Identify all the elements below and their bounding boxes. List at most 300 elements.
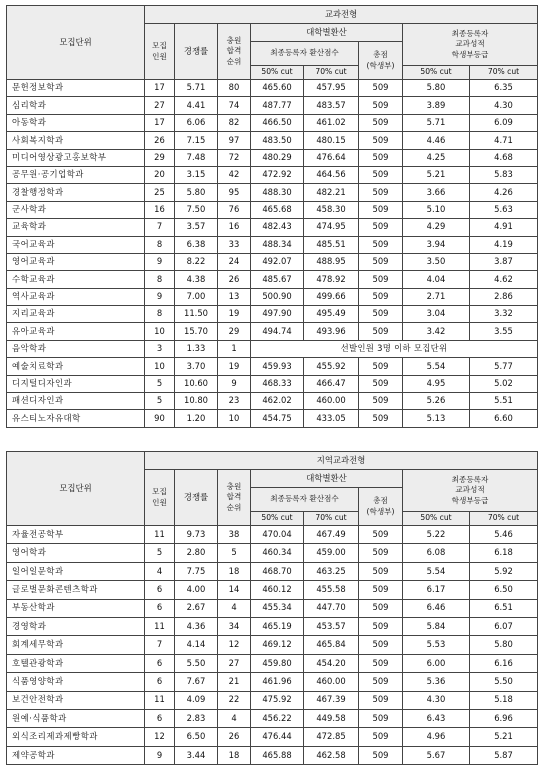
cell-score-cut70: 499.66 (304, 288, 359, 305)
cell-total: 509 (359, 581, 403, 599)
cell-grade-cut70: 5.02 (470, 375, 538, 392)
table-row (7, 375, 538, 392)
cell-score-cut50: 465.88 (251, 746, 304, 764)
cell-grade-cut50: 4.96 (403, 728, 470, 746)
cell-score-cut70: 453.57 (304, 617, 359, 635)
cell-quota: 6 (145, 709, 175, 727)
cell-grade-cut70: 5.83 (470, 166, 538, 183)
cell-quota: 5 (145, 393, 175, 410)
cell-ratio: 6.06 (175, 114, 218, 131)
cell-unit: 지리교육과 (7, 306, 145, 323)
cell-ratio: 7.67 (175, 673, 218, 691)
cell-rank: 34 (218, 617, 251, 635)
cell-score-cut70: 460.00 (304, 673, 359, 691)
table-row (7, 97, 538, 114)
cell-rank: 19 (218, 358, 251, 375)
cell-grade-cut70: 4.26 (470, 184, 538, 201)
cell-rank: 1 (218, 340, 251, 357)
cell-rank: 76 (218, 201, 251, 218)
cell-quota: 3 (145, 340, 175, 357)
table-row (7, 581, 538, 599)
cell-rank: 9 (218, 375, 251, 392)
cell-rank: 29 (218, 323, 251, 340)
cell-unit: 식품영양학과 (7, 673, 145, 691)
cell-score-cut50: 487.77 (251, 97, 304, 114)
cell-unit: 사회복지학과 (7, 132, 145, 149)
cell-rank: 95 (218, 184, 251, 201)
table-row (7, 691, 538, 709)
cell-score-cut50: 469.12 (251, 636, 304, 654)
header-rank: 충원 합격 순위 (218, 24, 251, 80)
cell-total: 509 (359, 219, 403, 236)
header-conv-score: 최종등록자 환산점수 (251, 488, 359, 512)
cell-score-cut70: 465.84 (304, 636, 359, 654)
table-row (7, 149, 538, 166)
header-conversion: 대학별환산 (251, 24, 403, 42)
cell-grade-cut70: 6.35 (470, 80, 538, 97)
cell-unit: 영어교육과 (7, 253, 145, 270)
cell-unit: 수학교육과 (7, 271, 145, 288)
cell-grade-cut70: 5.50 (470, 673, 538, 691)
header-total: 총점 (학생부) (359, 488, 403, 526)
cell-rank: 42 (218, 166, 251, 183)
cell-total: 509 (359, 728, 403, 746)
cell-quota: 26 (145, 132, 175, 149)
header-conversion: 대학별환산 (251, 470, 403, 488)
cell-grade-cut50: 3.66 (403, 184, 470, 201)
header-grade-cut70: 70% cut (470, 66, 538, 80)
cell-grade-cut50: 5.36 (403, 673, 470, 691)
cell-ratio: 4.00 (175, 581, 218, 599)
cell-quota: 29 (145, 149, 175, 166)
cell-rank: 13 (218, 288, 251, 305)
header-ratio: 경쟁률 (175, 24, 218, 80)
cell-unit: 보건안전학과 (7, 691, 145, 709)
cell-total: 509 (359, 184, 403, 201)
header-rank: 충원 합격 순위 (218, 470, 251, 526)
cell-unit: 일어일문학과 (7, 562, 145, 580)
cell-quota: 27 (145, 97, 175, 114)
cell-grade-cut50: 5.84 (403, 617, 470, 635)
cell-score-cut70: 455.58 (304, 581, 359, 599)
cell-rank: 33 (218, 236, 251, 253)
cell-grade-cut50: 5.80 (403, 80, 470, 97)
cell-grade-cut50: 4.25 (403, 149, 470, 166)
cell-unit: 글로벌문화콘텐츠학과 (7, 581, 145, 599)
cell-ratio: 6.38 (175, 236, 218, 253)
cell-unit: 경찰행정학과 (7, 184, 145, 201)
cell-quota: 10 (145, 358, 175, 375)
cell-total: 509 (359, 673, 403, 691)
header-grade-cut50: 50% cut (403, 66, 470, 80)
cell-quota: 6 (145, 581, 175, 599)
cell-ratio: 7.00 (175, 288, 218, 305)
cell-grade-cut50: 5.53 (403, 636, 470, 654)
cell-grade-cut50: 6.46 (403, 599, 470, 617)
cell-rank: 38 (218, 526, 251, 544)
cell-total: 509 (359, 132, 403, 149)
cell-unit: 미디어영상광고홍보학부 (7, 149, 145, 166)
cell-grade-cut70: 6.18 (470, 544, 538, 562)
cell-grade-cut50: 5.26 (403, 393, 470, 410)
table-row (7, 323, 538, 340)
cell-ratio: 15.70 (175, 323, 218, 340)
cell-ratio: 1.33 (175, 340, 218, 357)
cell-ratio: 3.15 (175, 166, 218, 183)
header-score-cut70: 70% cut (304, 512, 359, 526)
cell-merged-note: 선발인원 3명 이하 모집단위 (251, 340, 538, 357)
cell-score-cut50: 461.96 (251, 673, 304, 691)
cell-grade-cut70: 4.71 (470, 132, 538, 149)
cell-unit: 유아교육과 (7, 323, 145, 340)
cell-score-cut50: 480.29 (251, 149, 304, 166)
cell-score-cut50: 468.33 (251, 375, 304, 392)
cell-score-cut50: 482.43 (251, 219, 304, 236)
table-row (7, 636, 538, 654)
cell-score-cut70: 493.96 (304, 323, 359, 340)
cell-grade-cut70: 4.91 (470, 219, 538, 236)
cell-quota: 7 (145, 636, 175, 654)
cell-grade-cut70: 6.07 (470, 617, 538, 635)
cell-ratio: 4.41 (175, 97, 218, 114)
table-row (7, 728, 538, 746)
cell-ratio: 1.20 (175, 410, 218, 427)
table-row (7, 132, 538, 149)
cell-total: 509 (359, 271, 403, 288)
cell-ratio: 2.67 (175, 599, 218, 617)
cell-rank: 26 (218, 271, 251, 288)
cell-score-cut70: 457.95 (304, 80, 359, 97)
cell-total: 509 (359, 166, 403, 183)
cell-ratio: 5.71 (175, 80, 218, 97)
cell-grade-cut50: 5.22 (403, 526, 470, 544)
cell-unit: 군사학과 (7, 201, 145, 218)
cell-grade-cut50: 2.71 (403, 288, 470, 305)
cell-score-cut50: 462.02 (251, 393, 304, 410)
cell-total: 509 (359, 149, 403, 166)
cell-unit: 교육학과 (7, 219, 145, 236)
cell-unit: 아동학과 (7, 114, 145, 131)
cell-grade-cut70: 3.87 (470, 253, 538, 270)
table-row (7, 654, 538, 672)
cell-total: 509 (359, 410, 403, 427)
cell-quota: 6 (145, 673, 175, 691)
cell-quota: 8 (145, 236, 175, 253)
table-row (7, 562, 538, 580)
table-row (7, 201, 538, 218)
cell-ratio: 5.50 (175, 654, 218, 672)
cell-ratio: 3.57 (175, 219, 218, 236)
cell-rank: 4 (218, 709, 251, 727)
cell-score-cut50: 497.90 (251, 306, 304, 323)
cell-rank: 12 (218, 636, 251, 654)
cell-grade-cut70: 6.50 (470, 581, 538, 599)
cell-unit: 제약공학과 (7, 746, 145, 764)
cell-score-cut70: 482.21 (304, 184, 359, 201)
cell-grade-cut70: 4.30 (470, 97, 538, 114)
cell-score-cut50: 466.50 (251, 114, 304, 131)
table-row (7, 253, 538, 270)
cell-quota: 9 (145, 746, 175, 764)
header-conv-score: 최종등록자 환산점수 (251, 42, 359, 66)
cell-score-cut50: 465.60 (251, 80, 304, 97)
header-ratio: 경쟁률 (175, 470, 218, 526)
cell-grade-cut50: 3.94 (403, 236, 470, 253)
cell-ratio: 7.50 (175, 201, 218, 218)
cell-quota: 12 (145, 728, 175, 746)
cell-score-cut50: 470.04 (251, 526, 304, 544)
cell-grade-cut70: 5.51 (470, 393, 538, 410)
cell-unit: 회계세무학과 (7, 636, 145, 654)
cell-score-cut70: 464.56 (304, 166, 359, 183)
cell-unit: 유스티노자유대학 (7, 410, 145, 427)
cell-grade-cut70: 5.87 (470, 746, 538, 764)
cell-rank: 5 (218, 544, 251, 562)
header-grade-cut70: 70% cut (470, 512, 538, 526)
cell-score-cut50: 460.34 (251, 544, 304, 562)
table-row (7, 358, 538, 375)
cell-grade-cut50: 4.30 (403, 691, 470, 709)
cell-ratio: 3.44 (175, 746, 218, 764)
cell-unit: 역사교육과 (7, 288, 145, 305)
cell-total: 509 (359, 80, 403, 97)
cell-total: 509 (359, 746, 403, 764)
cell-total: 509 (359, 599, 403, 617)
cell-grade-cut50: 5.71 (403, 114, 470, 131)
cell-grade-cut50: 6.08 (403, 544, 470, 562)
cell-grade-cut50: 5.67 (403, 746, 470, 764)
header-total: 총점 (학생부) (359, 42, 403, 80)
cell-quota: 90 (145, 410, 175, 427)
cell-score-cut50: 488.34 (251, 236, 304, 253)
table-row (7, 271, 538, 288)
cell-score-cut70: 461.02 (304, 114, 359, 131)
cell-score-cut70: 476.64 (304, 149, 359, 166)
cell-score-cut50: 465.19 (251, 617, 304, 635)
cell-grade-cut50: 6.00 (403, 654, 470, 672)
cell-quota: 5 (145, 544, 175, 562)
cell-ratio: 4.14 (175, 636, 218, 654)
cell-ratio: 5.80 (175, 184, 218, 201)
cell-unit: 영어학과 (7, 544, 145, 562)
cell-quota: 17 (145, 80, 175, 97)
cell-quota: 10 (145, 323, 175, 340)
cell-score-cut50: 488.30 (251, 184, 304, 201)
cell-grade-cut50: 3.89 (403, 97, 470, 114)
cell-quota: 6 (145, 654, 175, 672)
cell-score-cut50: 475.92 (251, 691, 304, 709)
cell-rank: 4 (218, 599, 251, 617)
cell-grade-cut50: 4.29 (403, 219, 470, 236)
cell-unit: 부동산학과 (7, 599, 145, 617)
cell-ratio: 4.09 (175, 691, 218, 709)
table-row (7, 393, 538, 410)
cell-total: 509 (359, 306, 403, 323)
cell-ratio: 6.50 (175, 728, 218, 746)
cell-grade-cut70: 6.96 (470, 709, 538, 727)
cell-unit: 경영학과 (7, 617, 145, 635)
table-row (7, 673, 538, 691)
cell-rank: 80 (218, 80, 251, 97)
header-quota: 모집 인원 (145, 24, 175, 80)
cell-quota: 9 (145, 253, 175, 270)
cell-grade-cut70: 4.62 (470, 271, 538, 288)
cell-grade-cut70: 2.86 (470, 288, 538, 305)
table-row (7, 306, 538, 323)
cell-grade-cut70: 4.68 (470, 149, 538, 166)
cell-total: 509 (359, 201, 403, 218)
cell-total: 509 (359, 236, 403, 253)
cell-ratio: 7.75 (175, 562, 218, 580)
cell-rank: 18 (218, 562, 251, 580)
cell-unit: 디지털디자인과 (7, 375, 145, 392)
cell-ratio: 7.15 (175, 132, 218, 149)
cell-quota: 4 (145, 562, 175, 580)
cell-rank: 18 (218, 746, 251, 764)
cell-total: 509 (359, 288, 403, 305)
cell-score-cut70: 478.92 (304, 271, 359, 288)
header-final-grade: 최종등록자 교과성적 학생부등급 (403, 24, 538, 66)
cell-score-cut70: 467.39 (304, 691, 359, 709)
cell-score-cut50: 494.74 (251, 323, 304, 340)
cell-score-cut50: 485.67 (251, 271, 304, 288)
header-track: 교과전형 (145, 6, 538, 24)
cell-grade-cut70: 5.92 (470, 562, 538, 580)
header-quota: 모집 인원 (145, 470, 175, 526)
cell-ratio: 10.60 (175, 375, 218, 392)
cell-score-cut70: 455.92 (304, 358, 359, 375)
cell-rank: 22 (218, 691, 251, 709)
cell-quota: 16 (145, 201, 175, 218)
cell-grade-cut50: 5.13 (403, 410, 470, 427)
cell-quota: 5 (145, 375, 175, 392)
cell-score-cut50: 483.50 (251, 132, 304, 149)
cell-grade-cut70: 6.60 (470, 410, 538, 427)
cell-quota: 9 (145, 288, 175, 305)
cell-unit: 원예·식품학과 (7, 709, 145, 727)
cell-rank: 74 (218, 97, 251, 114)
cell-total: 509 (359, 544, 403, 562)
cell-rank: 27 (218, 654, 251, 672)
cell-rank: 97 (218, 132, 251, 149)
cell-total: 509 (359, 526, 403, 544)
cell-total: 509 (359, 97, 403, 114)
header-unit: 모집단위 (7, 452, 145, 526)
cell-score-cut70: 460.00 (304, 393, 359, 410)
cell-ratio: 4.36 (175, 617, 218, 635)
table-row (7, 544, 538, 562)
cell-score-cut70: 474.95 (304, 219, 359, 236)
header-score-cut50: 50% cut (251, 512, 304, 526)
cell-total: 509 (359, 709, 403, 727)
cell-unit: 국어교육과 (7, 236, 145, 253)
cell-score-cut50: 456.22 (251, 709, 304, 727)
cell-score-cut70: 454.20 (304, 654, 359, 672)
cell-score-cut70: 472.85 (304, 728, 359, 746)
table-row (7, 340, 538, 357)
cell-score-cut70: 467.49 (304, 526, 359, 544)
cell-score-cut50: 468.70 (251, 562, 304, 580)
table-row (7, 80, 538, 97)
cell-score-cut70: 466.47 (304, 375, 359, 392)
cell-grade-cut50: 5.54 (403, 358, 470, 375)
table-row (7, 617, 538, 635)
cell-unit: 자율전공학부 (7, 526, 145, 544)
cell-grade-cut70: 3.55 (470, 323, 538, 340)
table-row (7, 526, 538, 544)
cell-grade-cut50: 4.04 (403, 271, 470, 288)
cell-unit: 외식조리제과제빵학과 (7, 728, 145, 746)
cell-unit: 음악학과 (7, 340, 145, 357)
cell-rank: 10 (218, 410, 251, 427)
cell-quota: 8 (145, 271, 175, 288)
cell-ratio: 2.83 (175, 709, 218, 727)
cell-rank: 21 (218, 673, 251, 691)
cell-total: 509 (359, 114, 403, 131)
cell-total: 509 (359, 654, 403, 672)
cell-grade-cut50: 5.10 (403, 201, 470, 218)
admission-table-subject-track (6, 5, 538, 428)
cell-grade-cut50: 3.42 (403, 323, 470, 340)
cell-quota: 6 (145, 599, 175, 617)
cell-ratio: 9.73 (175, 526, 218, 544)
cell-score-cut50: 476.44 (251, 728, 304, 746)
header-final-grade: 최종등록자 교과성적 학생부등급 (403, 470, 538, 512)
cell-score-cut50: 500.90 (251, 288, 304, 305)
header-track: 지역교과전형 (145, 452, 538, 470)
cell-total: 509 (359, 691, 403, 709)
cell-grade-cut70: 5.77 (470, 358, 538, 375)
table-row (7, 236, 538, 253)
cell-score-cut70: 449.58 (304, 709, 359, 727)
cell-ratio: 8.22 (175, 253, 218, 270)
cell-score-cut70: 485.51 (304, 236, 359, 253)
cell-rank: 82 (218, 114, 251, 131)
cell-score-cut50: 465.68 (251, 201, 304, 218)
cell-total: 509 (359, 323, 403, 340)
cell-ratio: 4.38 (175, 271, 218, 288)
table-row (7, 184, 538, 201)
cell-total: 509 (359, 358, 403, 375)
cell-grade-cut50: 5.21 (403, 166, 470, 183)
cell-rank: 23 (218, 393, 251, 410)
cell-score-cut50: 460.12 (251, 581, 304, 599)
header-score-cut50: 50% cut (251, 66, 304, 80)
cell-total: 509 (359, 253, 403, 270)
cell-grade-cut50: 5.54 (403, 562, 470, 580)
cell-unit: 문헌정보학과 (7, 80, 145, 97)
cell-grade-cut70: 3.32 (470, 306, 538, 323)
cell-grade-cut70: 5.63 (470, 201, 538, 218)
cell-total: 509 (359, 617, 403, 635)
cell-grade-cut70: 6.09 (470, 114, 538, 131)
cell-score-cut50: 459.93 (251, 358, 304, 375)
cell-unit: 예술치료학과 (7, 358, 145, 375)
cell-rank: 19 (218, 306, 251, 323)
cell-score-cut70: 447.70 (304, 599, 359, 617)
cell-grade-cut50: 6.17 (403, 581, 470, 599)
table-row (7, 219, 538, 236)
cell-ratio: 10.80 (175, 393, 218, 410)
cell-total: 509 (359, 393, 403, 410)
cell-rank: 72 (218, 149, 251, 166)
cell-ratio: 11.50 (175, 306, 218, 323)
table-row (7, 166, 538, 183)
cell-quota: 7 (145, 219, 175, 236)
cell-ratio: 2.80 (175, 544, 218, 562)
cell-ratio: 3.70 (175, 358, 218, 375)
cell-quota: 17 (145, 114, 175, 131)
